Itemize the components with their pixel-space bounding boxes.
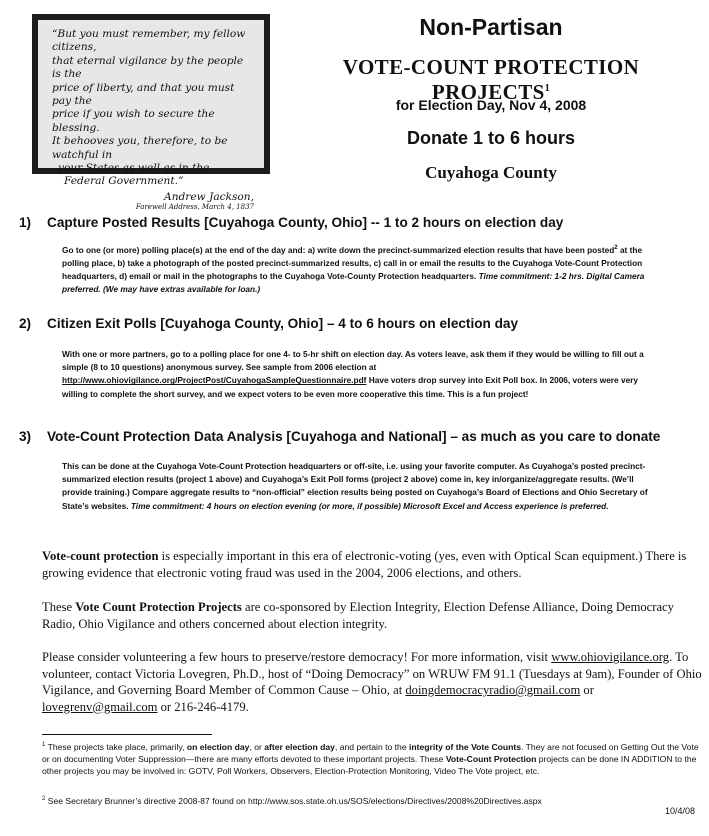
election-date: for Election Day, Nov 4, 2008 — [395, 97, 587, 113]
footnote-text: projects can be done IN ADDITION to the other projects you may be involved in: GOTV, Poll Workers, Observers, Election-Protection Monitoring, Video The Vote project, etc. — [42, 754, 697, 777]
body-text: This can be done at the Cuyahoga Vote-Count Protection headquarters or off-site, i.e. using your favorite computer. As Cuyahoga’s posted precinct-summarized election results (project 1 above) and Cuyahoga’s Exit Poll forms (project 2 above) come in, key in/organize/aggregate results. (We’ll provide training.) Compare aggregate results to “non-official” election results being posted on Cuyahoga’s Board of Elections and Ohio Secretary of State’s websites. — [62, 461, 648, 511]
time-commitment: Time commitment: 1-2 hrs. Digital Camera preferred. (We may have extras available for loan.) — [62, 271, 645, 295]
section-1-heading — [19, 215, 699, 230]
donate-heading: Donate 1 to 6 hours — [406, 128, 576, 148]
nonpartisan-heading: Non-Partisan — [419, 14, 563, 40]
footnote-emphasis: integrity of the Vote Counts — [409, 741, 522, 752]
section-number: 3) — [19, 429, 32, 444]
footnote-text: , and pertain to the — [334, 741, 410, 752]
paragraph-text: . To volunteer, contact Victoria Lovegren, Ph.D., host of “Doing Democracy” on WRUW FM 91.1 (Tuesdays at 9am), Founder of Ohio Vigilance, and Governing Board Member of Common Cause – Ohio, at — [42, 650, 702, 697]
title-text: VOTE-COUNT PROTECTION PROJECTS — [342, 55, 640, 104]
paragraph-vote-count-protection — [42, 548, 702, 581]
quote-box — [32, 14, 270, 211]
section-number: 2) — [19, 316, 32, 331]
footnote-number: 2 — [42, 796, 46, 802]
footnote-emphasis: on election day — [186, 741, 250, 752]
quote-line: price if you wish to secure the blessing. — [52, 108, 215, 134]
section-3-body — [62, 460, 662, 513]
section-number: 1) — [19, 215, 32, 230]
title-footnote-ref: 1 — [544, 83, 551, 94]
paragraph-cosponsors — [42, 599, 702, 632]
quote-line: price of liberty, and that you must pay the — [52, 81, 235, 108]
jackson-quote — [38, 20, 264, 211]
ohiovigilance-link[interactable]: www.ohiovigilance.org — [551, 650, 670, 664]
body-text: Go to one (or more) polling place(s) at the end of the day and: a) write down the precinct-summarized election results that have been posted — [62, 244, 615, 255]
footnote-text: These projects take place, primarily, — [45, 741, 187, 752]
emphasis: Vote Count Protection Projects — [75, 600, 242, 614]
questionnaire-link[interactable]: http://www.ohiovigilance.org/ProjectPost/CuyahogaSampleQuestionnaire.pdf — [62, 375, 367, 386]
section-1-body — [62, 242, 662, 297]
quote-line: your States as well as in the — [58, 162, 210, 175]
section-title: Citizen Exit Polls [Cuyahoga County, Ohio] – 4 to 6 hours on election day — [47, 316, 519, 331]
footnote-text: , or — [249, 741, 265, 752]
quote-line: It behooves you, therefore, to be watchful in — [52, 135, 228, 161]
footnote-emphasis: after election day — [264, 741, 335, 752]
paragraph-text: is especially important in this era of electronic-voting (yes, even with Optical Scan equipment.) There is growing evidence that electronic voting fraud was used in the 2004, 2006 elections, and others. — [42, 549, 687, 580]
paragraph-text: Please consider volunteering a few hours to preserve/restore democracy! For more information, visit — [42, 650, 552, 664]
quote-line: “But you must remember, my fellow citizens, — [52, 28, 246, 54]
email-link-doingdemocracy[interactable]: doingdemocracyradio@gmail.com — [405, 683, 581, 697]
footnote-number: 1 — [42, 742, 46, 748]
emphasis: Vote-count protection — [42, 549, 159, 563]
footnote-text: See Secretary Brunner’s directive 2008-87 found on http://www.sos.state.oh.us/SOS/elections/Directives/2008%20Directives.aspx — [45, 795, 542, 806]
footnote-2 — [42, 793, 702, 807]
section-3-heading — [19, 429, 699, 444]
section-title: Capture Posted Results [Cuyahoga County, Ohio] -- 1 to 2 hours on election day — [47, 215, 564, 230]
footnote-divider — [42, 734, 212, 735]
time-commitment: Time commitment: 4 hours on election evening (or more, if possible) Microsoft Excel and Access experience is preferred. — [130, 500, 609, 511]
body-text: Have voters drop survey into Exit Poll box. In 2006, voters were very willing to complete the short survey, and we expect voters to be even more cooperative this time. This is a fun project! — [62, 375, 639, 399]
body-text: at the polling place, b) take a photograph of the posted precinct-summarized results, c) call in or email the results to the Cuyahoga Vote-Count Protection headquarters, d) email or mail in the photographs to the Cuyahoga Vote-County Protection headquarters. — [62, 244, 643, 282]
body-text: With one or more partners, go to a polling place for one 4- to 5-hr shift on election day. As voters leave, ask them if they would be willing to fill out a simple (8 to 10 questions) anonymous survey. See sample from 2006 election at — [62, 349, 644, 373]
paragraph-text: are co-sponsored by Election Integrity, Election Defense Alliance, Doing Democracy Radio, Ohio Vigilance and others concerned about election integrity. — [42, 600, 674, 631]
paragraph-text: or — [580, 683, 594, 697]
quote-line: Federal Government.” — [64, 175, 184, 188]
quote-line: that eternal vigilance by the people is the — [52, 54, 244, 81]
section-title: Vote-Count Protection Data Analysis [Cuyahoga and National] – as much as you care to donate — [47, 429, 661, 444]
quote-author: Andrew Jackson, — [164, 190, 254, 203]
footnote-1 — [42, 739, 702, 778]
paragraph-text: or 216-246-4179. — [157, 699, 249, 714]
document-date: 10/4/08 — [664, 806, 695, 816]
footnote-text: . They are not focused on Getting Out the Vote or on documenting Voter Suppression—there are many efforts devoted to these important projects. These — [42, 741, 699, 765]
footnote-emphasis: Vote-Count Protection — [445, 754, 537, 765]
county-heading: Cuyahoga County — [425, 163, 557, 182]
section-2-heading — [19, 316, 699, 331]
quote-source: Farewell Address, March 4, 1837 — [135, 202, 254, 211]
section-2-body — [62, 348, 662, 401]
footnote-ref: 2 — [614, 245, 618, 251]
paragraph-text: These — [42, 600, 76, 614]
paragraph-volunteer — [42, 649, 702, 715]
email-link-lovegren[interactable]: lovegrenv@gmail.com — [42, 699, 158, 714]
